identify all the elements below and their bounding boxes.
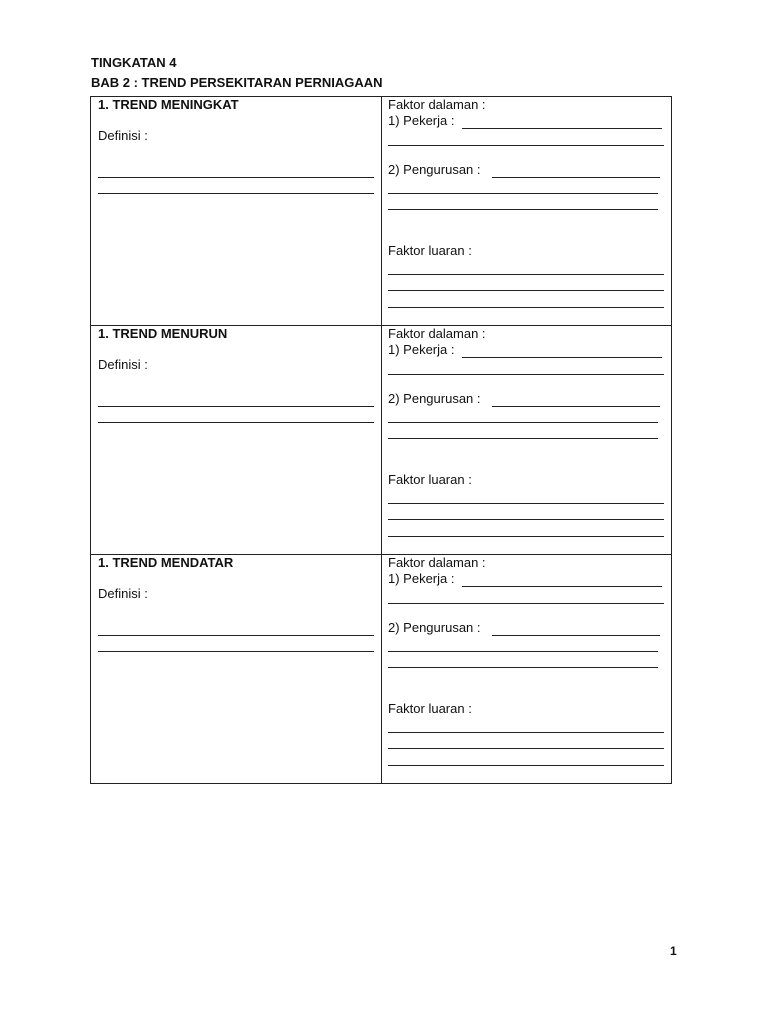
- definition-blank-line[interactable]: [98, 651, 374, 652]
- management-blank-line[interactable]: [388, 438, 658, 439]
- external-blank-line[interactable]: [388, 748, 664, 749]
- management-blank-line[interactable]: [492, 406, 660, 407]
- definition-cell: [91, 97, 382, 326]
- internal-factor-label: Faktor dalaman :: [388, 97, 486, 112]
- grade-heading: TINGKATAN 4: [91, 55, 177, 70]
- external-blank-line[interactable]: [388, 274, 664, 275]
- management-blank-line[interactable]: [388, 193, 658, 194]
- worker-blank-line[interactable]: [462, 357, 662, 358]
- definition-label: Definisi :: [98, 128, 148, 143]
- worker-label: 1) Pekerja :: [388, 571, 455, 586]
- trend-row-flat: [91, 555, 672, 784]
- definition-label: Definisi :: [98, 586, 148, 601]
- management-label: 2) Pengurusan :: [388, 620, 481, 635]
- definition-label: Definisi :: [98, 357, 148, 372]
- external-blank-line[interactable]: [388, 536, 664, 537]
- external-factor-label: Faktor luaran :: [388, 701, 472, 716]
- management-label: 2) Pengurusan :: [388, 391, 481, 406]
- worker-blank-line[interactable]: [388, 374, 664, 375]
- trend-row-increasing: [91, 97, 672, 326]
- definition-cell: [91, 326, 382, 555]
- worker-blank-line[interactable]: [388, 145, 664, 146]
- trend-title: 1. TREND MENURUN: [98, 326, 228, 341]
- page-number: 1: [670, 944, 677, 958]
- management-label: 2) Pengurusan :: [388, 162, 481, 177]
- management-blank-line[interactable]: [388, 651, 658, 652]
- external-factor-label: Faktor luaran :: [388, 243, 472, 258]
- internal-factor-label: Faktor dalaman :: [388, 555, 486, 570]
- worker-blank-line[interactable]: [462, 128, 662, 129]
- definition-blank-line[interactable]: [98, 193, 374, 194]
- external-blank-line[interactable]: [388, 307, 664, 308]
- management-blank-line[interactable]: [388, 422, 658, 423]
- trend-row-decreasing: [91, 326, 672, 555]
- chapter-heading: BAB 2 : TREND PERSEKITARAN PERNIAGAAN: [91, 75, 383, 90]
- definition-blank-line[interactable]: [98, 635, 374, 636]
- definition-blank-line[interactable]: [98, 422, 374, 423]
- factors-cell: [382, 97, 672, 326]
- worksheet-table: [90, 96, 672, 784]
- management-blank-line[interactable]: [388, 209, 658, 210]
- worker-label: 1) Pekerja :: [388, 342, 455, 357]
- worker-label: 1) Pekerja :: [388, 113, 455, 128]
- external-blank-line[interactable]: [388, 519, 664, 520]
- factors-cell: [382, 555, 672, 784]
- management-blank-line[interactable]: [492, 635, 660, 636]
- trend-title: 1. TREND MENINGKAT: [98, 97, 239, 112]
- management-blank-line[interactable]: [388, 667, 658, 668]
- definition-blank-line[interactable]: [98, 406, 374, 407]
- external-blank-line[interactable]: [388, 765, 664, 766]
- definition-cell: [91, 555, 382, 784]
- external-blank-line[interactable]: [388, 290, 664, 291]
- external-factor-label: Faktor luaran :: [388, 472, 472, 487]
- factors-cell: [382, 326, 672, 555]
- trend-title: 1. TREND MENDATAR: [98, 555, 234, 570]
- external-blank-line[interactable]: [388, 732, 664, 733]
- management-blank-line[interactable]: [492, 177, 660, 178]
- definition-blank-line[interactable]: [98, 177, 374, 178]
- worker-blank-line[interactable]: [388, 603, 664, 604]
- internal-factor-label: Faktor dalaman :: [388, 326, 486, 341]
- worker-blank-line[interactable]: [462, 586, 662, 587]
- external-blank-line[interactable]: [388, 503, 664, 504]
